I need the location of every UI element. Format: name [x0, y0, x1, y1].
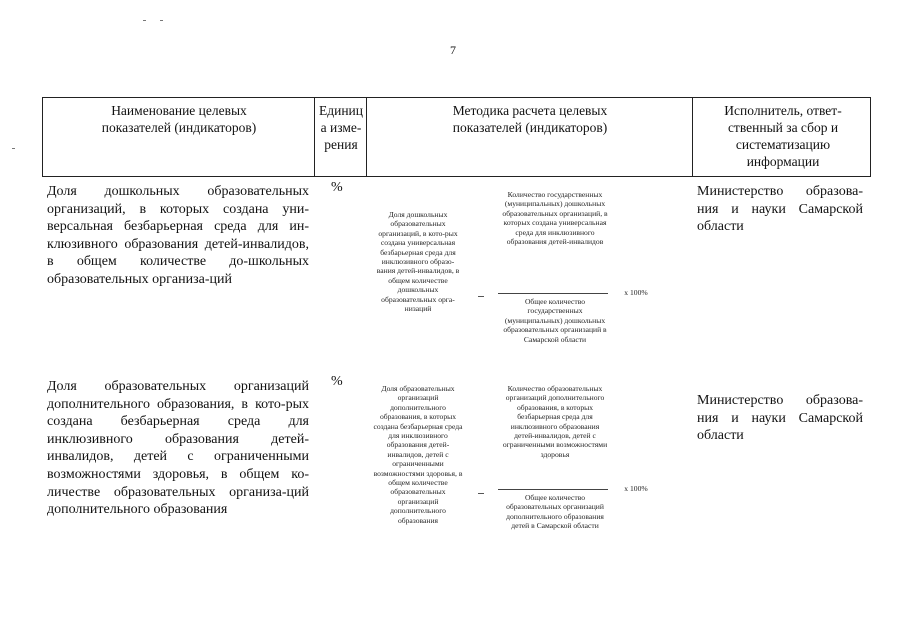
row-2-executor: Министерство образова-ния и науки Самарской области	[697, 393, 863, 444]
row-1-numerator: Количество государственных (муниципальных) дошкольных образовательных организаций, в которых создана универсальная среда для инклюзивного образования детей-инвалидов	[502, 190, 608, 247]
row-2-unit: %	[331, 374, 343, 389]
row-2-minus-mark	[478, 493, 484, 494]
table-left-border	[42, 97, 43, 177]
header-method: Методика расчета целевых показателей (индикаторов)	[452, 103, 608, 135]
row-2-indicator: Доля образовательных организаций дополнительного образования, в кото-рых создана безбарьерная среда для инклюзивного образования детей-инвалидов, детей с ограниченными возможностями здоровья, в общем ко-личестве образовательных организа-ций дополнительного образования	[47, 379, 309, 518]
table-divider-3	[692, 97, 693, 177]
row-1-multiplier: x 100%	[624, 288, 648, 297]
table-divider-2	[366, 97, 367, 177]
header-executor: Исполнитель, ответ-ственный за сбор и систематизацию информации	[724, 103, 842, 169]
row-2-denominator: Общее количество образовательных организаций дополнительного образования детей в Самарской области	[506, 493, 604, 531]
table-right-border	[870, 97, 871, 177]
header-unit: Единица изме-рения	[318, 103, 363, 152]
row-2-numerator: Количество образовательных организаций дополнительного образования, в которых безбарьерная среда для инклюзивного образования детей-инвалидов, детей с ограниченными возможностями здоровья	[502, 384, 608, 459]
header-indicator: Наименование целевых показателей (индикаторов)	[101, 103, 257, 135]
row-1-formula-left: Доля дошкольных образовательных организаций, в кото-рых создана универсальная безбарьерная среда для инклюзивного образо-вания детей-инвалидов, в общем количестве дошкольных образовательных орга-низаций	[376, 210, 460, 314]
row-1-minus-mark	[478, 296, 484, 297]
row-1-fraction-line	[498, 293, 608, 294]
row-1-executor: Министерство образова-ния и науки Самарской области	[697, 184, 863, 235]
scan-speck	[143, 20, 146, 21]
row-1-denominator: Общее количество государственных (муниципальных) дошкольных образовательных организаций в Самарской области	[503, 297, 607, 344]
row-1-unit: %	[331, 180, 343, 195]
scan-speck	[12, 148, 15, 149]
scan-speck	[160, 20, 163, 21]
table-top-border	[42, 97, 871, 98]
row-2-formula-left: Доля образовательных организаций дополнительного образования, в которых создана безбарьерная среда для инклюзивного образования детей-инвалидов, детей с ограниченными возможностями здоровья, в общем количестве образовательных организаций дополнительного образования	[373, 384, 463, 525]
page-number: 7	[450, 43, 456, 57]
row-2-multiplier: x 100%	[624, 484, 648, 493]
row-2-fraction-line	[498, 489, 608, 490]
table-divider-1	[314, 97, 315, 177]
row-1-indicator: Доля дошкольных образовательных организаций, в которых создана уни-версальная безбарьерная среда для ин-клюзивного образования детей-инвалидов, в общем количестве до-школьных образовательных организа-ций	[47, 184, 309, 287]
table-header-bottom-border	[42, 176, 871, 177]
